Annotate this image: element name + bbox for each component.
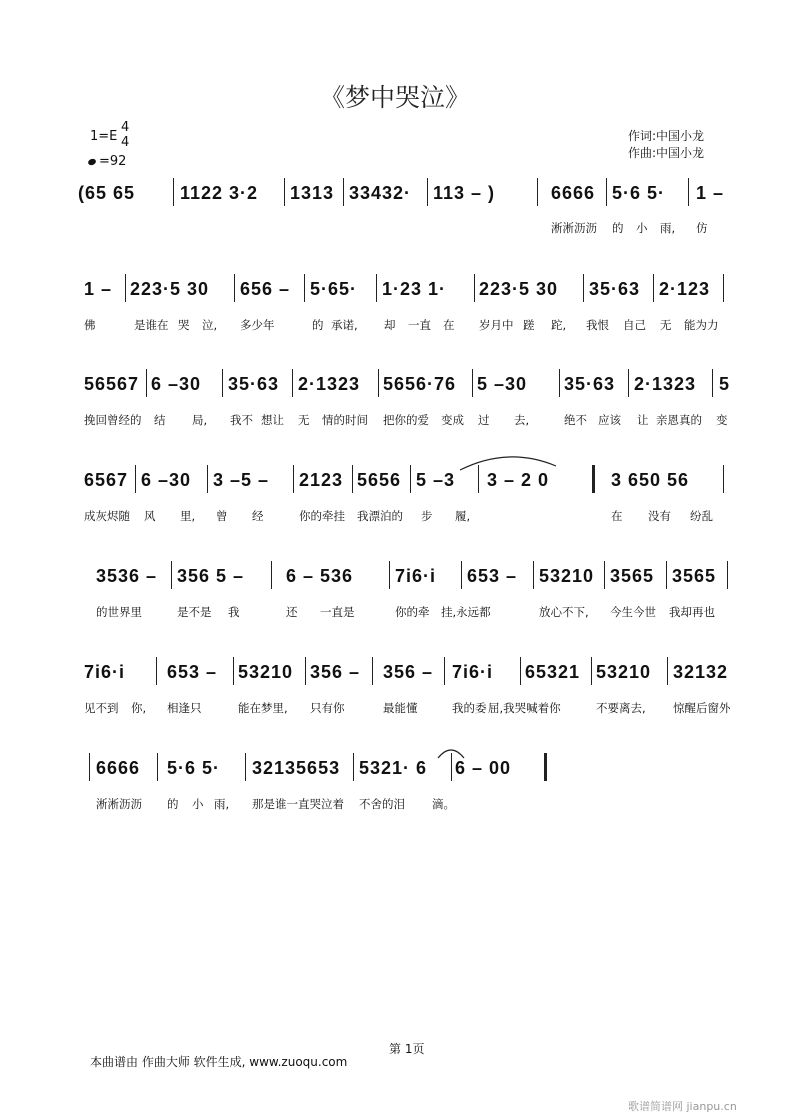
measure: 5·6 5·: [612, 183, 666, 203]
barline: [245, 753, 246, 781]
lyric: 步: [421, 509, 433, 523]
lyric: 放心不下,: [539, 605, 589, 619]
measure: 3565: [672, 566, 717, 586]
lyric: 经: [252, 509, 264, 523]
lyric: 去,: [514, 413, 530, 427]
end-repeat-barline: [544, 753, 547, 781]
lyric: 局,: [192, 413, 208, 427]
song-title: 《梦中哭泣》: [319, 83, 470, 112]
quarter-note-icon: [87, 158, 97, 166]
measure: 7i6·i: [452, 662, 494, 682]
measure: 1 –: [696, 183, 725, 203]
measure: 1·23 1·: [382, 279, 447, 299]
lyric: 过: [478, 413, 490, 427]
lyric: 一直是: [320, 605, 355, 619]
tempo-value: =92: [99, 154, 127, 169]
measure: 656 –: [240, 279, 291, 299]
barline: [583, 274, 584, 302]
measure: 53210: [238, 662, 294, 682]
measure: 32135653: [252, 758, 341, 778]
measure: 223·5 30: [479, 279, 559, 299]
barline: [343, 178, 344, 206]
key-signature: 1=E: [90, 129, 118, 144]
measure: 5: [719, 374, 731, 394]
lyric: 成灰烬随: [84, 509, 130, 523]
measure: 356 –: [383, 662, 434, 682]
repeat-barline: [592, 465, 595, 493]
lyric: 无: [298, 413, 310, 427]
lyric: 让: [637, 413, 649, 427]
lyric: 承诺,: [331, 318, 358, 332]
barline: [461, 561, 462, 589]
time-signature: [121, 120, 129, 150]
measure: 6 –30: [141, 470, 192, 490]
lyric: 仿: [696, 221, 708, 235]
barline: [559, 369, 560, 397]
lyric: 绝不: [564, 413, 587, 427]
lyric: 雨,: [660, 221, 676, 235]
barline: [727, 561, 728, 589]
barline: [353, 753, 354, 781]
lyric: 想让: [261, 413, 284, 427]
barline: [723, 274, 724, 302]
measure: 6 –30: [151, 374, 202, 394]
lyric: 多少年: [240, 318, 275, 332]
measure: 1 –: [84, 279, 113, 299]
lyric: 我漂泊的: [357, 509, 403, 523]
barline: [304, 274, 305, 302]
measure: 2·1323: [298, 374, 361, 394]
lyric: 我: [228, 605, 240, 619]
lyric: 没有: [648, 509, 671, 523]
barline: [157, 753, 158, 781]
lyric: 把你的爱: [383, 413, 429, 427]
barline: [474, 274, 475, 302]
barline: [156, 657, 157, 685]
lyric: 曾: [216, 509, 228, 523]
measure: 5656: [357, 470, 402, 490]
measure: 6 – 00: [455, 758, 512, 778]
lyric: 淅淅沥沥: [551, 221, 597, 235]
lyric: 不舍的泪: [359, 797, 405, 811]
lyric: 却: [384, 318, 396, 332]
time-signature-top: 4: [121, 120, 130, 135]
barline: [410, 465, 411, 493]
barline: [520, 657, 521, 685]
tie-arc: [458, 450, 558, 472]
barline: [233, 657, 234, 685]
measure: 1313: [290, 183, 335, 203]
lyric: 佛: [84, 318, 96, 332]
measure: 35·63: [228, 374, 280, 394]
barline: [472, 369, 473, 397]
measure: 32132: [673, 662, 729, 682]
lyric: 的: [312, 318, 324, 332]
lyric: 只有你: [310, 701, 345, 715]
lyric: 能在梦里,: [238, 701, 288, 715]
measure: 3565: [610, 566, 655, 586]
lyric: 里,: [180, 509, 196, 523]
lyric: 最能懂: [383, 701, 418, 715]
measure: 5·65·: [310, 279, 358, 299]
lyric: 滴。: [432, 797, 455, 811]
barline: [292, 369, 293, 397]
barline: [173, 178, 174, 206]
measure: 6567: [84, 470, 129, 490]
lyric: 应该: [598, 413, 621, 427]
measure: 53210: [539, 566, 595, 586]
barline: [125, 274, 126, 302]
barline: [653, 274, 654, 302]
measure: 5·6 5·: [167, 758, 221, 778]
lyric: 泣,: [202, 318, 218, 332]
lyric: 不要离去,: [596, 701, 646, 715]
measure: 3 –5 –: [213, 470, 270, 490]
measure: 5 –30: [477, 374, 528, 394]
time-signature-bottom: 4: [121, 135, 130, 150]
page-number: 第 1页: [389, 1042, 425, 1056]
barline: [389, 561, 390, 589]
tempo-marking: [88, 154, 126, 169]
barline: [604, 561, 605, 589]
lyric: 哭: [178, 318, 190, 332]
lyric: 今生今世: [610, 605, 656, 619]
measure: 33432·: [349, 183, 412, 203]
lyric: 小: [636, 221, 648, 235]
measure: 65321: [525, 662, 581, 682]
measure: 356 –: [310, 662, 361, 682]
lyric: 见不到: [84, 701, 119, 715]
measure: 2·1323: [634, 374, 697, 394]
barline: [427, 178, 428, 206]
lyric: 我恨: [586, 318, 609, 332]
lyric: 的: [612, 221, 624, 235]
measure: 6666: [551, 183, 596, 203]
measure: 113 – ): [433, 183, 496, 203]
barline: [146, 369, 147, 397]
lyric: 小: [192, 797, 204, 811]
lyric: 一直: [408, 318, 431, 332]
measure: 56567: [84, 374, 140, 394]
barline: [376, 274, 377, 302]
lyric: 那是谁一直哭泣着: [252, 797, 344, 811]
lyric: 自己: [623, 318, 646, 332]
lyric: 变成: [441, 413, 464, 427]
lyric: 岁月中: [479, 318, 514, 332]
barline: [171, 561, 172, 589]
barline: [666, 561, 667, 589]
lyric: 无: [660, 318, 672, 332]
barline: [444, 657, 445, 685]
barline: [712, 369, 713, 397]
barline: [89, 753, 90, 781]
barline: [533, 561, 534, 589]
measure: 653 –: [467, 566, 518, 586]
measure: 2123: [299, 470, 344, 490]
composer-credit: 作曲:中国小龙: [628, 146, 705, 160]
measure: 3 – 2 0: [487, 470, 550, 490]
lyric: 屈,我哭喊着你: [488, 701, 561, 715]
measure: 53210: [596, 662, 652, 682]
barline: [667, 657, 668, 685]
lyric: 惊醒后窗外: [673, 701, 731, 715]
lyric: 我的委: [452, 701, 487, 715]
measure: 7i6·i: [84, 662, 126, 682]
lyric: 还: [286, 605, 298, 619]
measure: 35·63: [589, 279, 641, 299]
lyric: 是不是: [177, 605, 212, 619]
lyric: 结: [154, 413, 166, 427]
barline: [352, 465, 353, 493]
measure: 5656·76: [383, 374, 457, 394]
barline: [234, 274, 235, 302]
barline: [537, 178, 538, 206]
barline: [628, 369, 629, 397]
lyric: 在: [611, 509, 623, 523]
measure: (65 65: [78, 183, 136, 203]
measure: 5321· 6: [359, 758, 428, 778]
lyric: 挽回曾经的: [84, 413, 142, 427]
lyric: 相逢只: [167, 701, 202, 715]
lyric: 你的牵挂: [299, 509, 345, 523]
lyric: 变: [716, 413, 728, 427]
lyric: 淅淅沥沥: [96, 797, 142, 811]
measure: 3 650 56: [611, 470, 690, 490]
barline: [591, 657, 592, 685]
measure: 6666: [96, 758, 141, 778]
lyricist-credit: 作词:中国小龙: [628, 129, 705, 143]
measure: 7i6·i: [395, 566, 437, 586]
measure: 6 – 536: [286, 566, 354, 586]
lyric: 履,: [455, 509, 471, 523]
barline: [135, 465, 136, 493]
barline: [305, 657, 306, 685]
barline: [222, 369, 223, 397]
barline: [207, 465, 208, 493]
lyric: 能为力: [684, 318, 719, 332]
lyric: 的世界里: [96, 605, 142, 619]
barline: [688, 178, 689, 206]
measure: 1122 3·2: [180, 183, 259, 203]
lyric: 情的时间: [322, 413, 368, 427]
generator-credit: 本曲谱由 作曲大师 软件生成, www.zuoqu.com: [90, 1055, 348, 1069]
lyric: 你的牵: [395, 605, 430, 619]
measure: 223·5 30: [130, 279, 210, 299]
lyric: 挂,永远都: [441, 605, 491, 619]
barline: [372, 657, 373, 685]
lyric: 风: [144, 509, 156, 523]
measure: 35·63: [564, 374, 616, 394]
tie-arc: [436, 744, 466, 760]
measure: 653 –: [167, 662, 218, 682]
watermark: 歌谱简谱网 jianpu.cn: [628, 1100, 737, 1113]
lyric: 你,: [131, 701, 147, 715]
lyric: 雨,: [214, 797, 230, 811]
lyric: 我不: [230, 413, 253, 427]
barline: [293, 465, 294, 493]
measure: 5 –3: [416, 470, 456, 490]
lyric: 我却再也: [669, 605, 715, 619]
lyric: 纷乱: [690, 509, 713, 523]
lyric: 是谁在: [134, 318, 169, 332]
measure: 2·123: [659, 279, 711, 299]
barline: [606, 178, 607, 206]
lyric: 蹉: [523, 318, 535, 332]
lyric: 亲恩真的: [656, 413, 702, 427]
lyric: 跎,: [551, 318, 567, 332]
barline: [271, 561, 272, 589]
barline: [284, 178, 285, 206]
barline: [378, 369, 379, 397]
lyric: 的: [167, 797, 179, 811]
measure: 356 5 –: [177, 566, 245, 586]
lyric: 在: [443, 318, 455, 332]
barline: [723, 465, 724, 493]
measure: 3536 –: [96, 566, 158, 586]
